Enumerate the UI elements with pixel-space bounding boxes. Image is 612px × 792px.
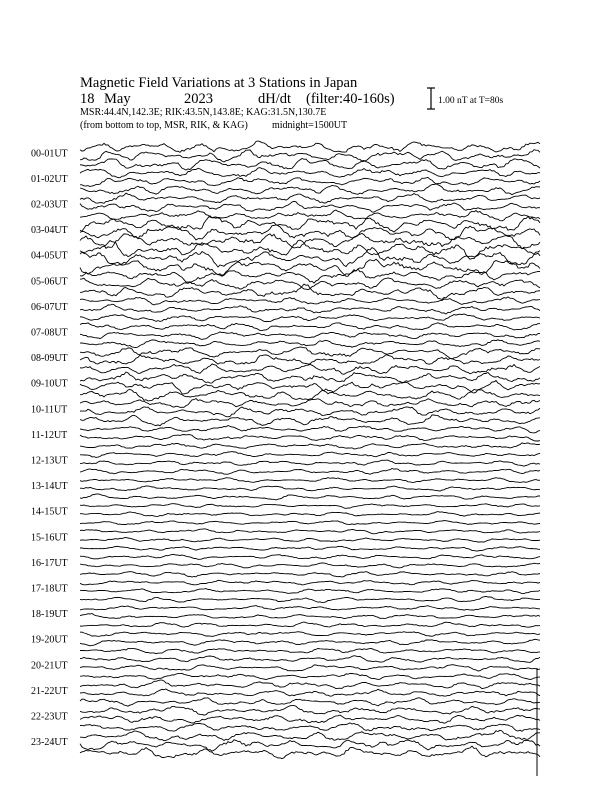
trace-14-15UT-RIK <box>80 512 540 517</box>
trace-14-15UT-KAG <box>80 504 540 509</box>
quantity-label: dH/dt <box>258 91 292 107</box>
trace-13-14UT-RIK <box>80 486 540 491</box>
hour-label-19-20UT: 19-20UT <box>31 634 68 646</box>
midnight-note: midnight=1500UT <box>272 120 348 131</box>
hour-label-17-18UT: 17-18UT <box>31 583 68 595</box>
trace-06-07UT-KAG <box>80 297 540 305</box>
hour-label-12-13UT: 12-13UT <box>31 455 68 467</box>
hour-label-21-22UT: 21-22UT <box>31 685 68 697</box>
trace-09-10UT-MSR <box>80 389 540 401</box>
trace-10-11UT-MSR <box>80 415 540 426</box>
trace-03-04UT-RIK <box>80 225 540 240</box>
trace-15-16UT-MSR <box>80 546 540 551</box>
trace-21-22UT-MSR <box>80 698 540 706</box>
trace-23-24UT-KAG <box>80 730 540 741</box>
trace-13-14UT-MSR <box>80 494 540 500</box>
trace-17-18UT-MSR <box>80 596 540 602</box>
trace-07-08UT-MSR <box>80 340 540 348</box>
hour-label-11-12UT: 11-12UT <box>31 429 68 441</box>
trace-16-17UT-RIK <box>80 563 540 568</box>
trace-00-01UT-MSR <box>80 159 540 171</box>
trace-07-08UT-RIK <box>80 332 540 340</box>
hour-label-14-15UT: 14-15UT <box>31 506 68 518</box>
hour-label-10-11UT: 10-11UT <box>31 404 68 416</box>
hour-label-23-24UT: 23-24UT <box>31 737 68 749</box>
trace-00-01UT-RIK <box>80 150 540 162</box>
hour-label-09-10UT: 09-10UT <box>31 378 68 390</box>
trace-15-16UT-KAG <box>80 529 540 534</box>
scale-bar <box>427 88 435 109</box>
hour-label-22-23UT: 22-23UT <box>31 711 68 723</box>
trace-12-13UT-KAG <box>80 452 540 458</box>
hour-label-02-03UT: 02-03UT <box>31 199 68 211</box>
trace-02-03UT-RIK <box>80 201 540 212</box>
hour-label-07-08UT: 07-08UT <box>31 327 68 339</box>
hour-labels <box>31 148 68 748</box>
hour-label-16-17UT: 16-17UT <box>31 557 68 569</box>
hour-label-01-02UT: 01-02UT <box>31 173 68 185</box>
trace-18-19UT-KAG <box>80 606 540 611</box>
hour-label-06-07UT: 06-07UT <box>31 301 68 313</box>
hour-label-20-21UT: 20-21UT <box>31 660 68 672</box>
trace-09-10UT-RIK <box>80 381 540 394</box>
trace-11-12UT-MSR <box>80 443 540 449</box>
trace-18-19UT-RIK <box>80 614 540 619</box>
trace-12-13UT-RIK <box>80 460 540 466</box>
trace-01-02UT-MSR <box>80 184 540 195</box>
trace-10-11UT-RIK <box>80 407 540 417</box>
trace-22-23UT-KAG <box>80 705 540 715</box>
trace-11-12UT-KAG <box>80 426 540 433</box>
trace-17-18UT-KAG <box>80 580 540 585</box>
trace-15-16UT-RIK <box>80 538 540 543</box>
trace-07-08UT-KAG <box>80 323 540 331</box>
trace-23-24UT-MSR <box>80 746 540 759</box>
trace-20-21UT-MSR <box>80 673 540 679</box>
trace-19-20UT-KAG <box>80 632 540 637</box>
scale-bar-label: 1.00 nT at T=80s <box>438 96 504 106</box>
trace-order-note: (from bottom to top, MSR, RIK, & KAG) <box>80 120 248 131</box>
trace-13-14UT-KAG <box>80 478 540 483</box>
trace-00-01UT-KAG <box>80 141 540 152</box>
filter-label: (filter:40-160s) <box>306 91 395 107</box>
trace-08-09UT-MSR <box>80 364 540 374</box>
trace-01-02UT-RIK <box>80 177 540 186</box>
trace-16-17UT-KAG <box>80 555 540 560</box>
trace-06-07UT-RIK <box>80 304 540 314</box>
hour-label-03-04UT: 03-04UT <box>31 225 68 237</box>
station-coordinates: MSR:44.4N,142.3E; RIK:43.5N,143.8E; KAG:31.5N,130.7E <box>80 107 327 118</box>
trace-08-09UT-RIK <box>80 355 540 364</box>
trace-22-23UT-MSR <box>80 723 540 731</box>
trace-17-18UT-RIK <box>80 589 540 594</box>
date-month: May <box>104 91 131 107</box>
trace-06-07UT-MSR <box>80 314 540 322</box>
trace-area <box>80 141 540 759</box>
chart-title: Magnetic Field Variations at 3 Stations in Japan <box>80 75 358 91</box>
trace-18-19UT-MSR <box>80 622 540 627</box>
hour-label-04-05UT: 04-05UT <box>31 250 68 262</box>
trace-10-11UT-KAG <box>80 399 540 408</box>
trace-16-17UT-MSR <box>80 572 540 577</box>
hour-label-13-14UT: 13-14UT <box>31 481 68 493</box>
trace-01-02UT-KAG <box>80 168 540 178</box>
trace-14-15UT-MSR <box>80 521 540 525</box>
trace-22-23UT-RIK <box>80 715 540 723</box>
trace-03-04UT-MSR <box>80 233 540 248</box>
trace-12-13UT-MSR <box>80 469 540 475</box>
trace-21-22UT-KAG <box>80 680 540 689</box>
trace-19-20UT-MSR <box>80 649 540 654</box>
hour-label-18-19UT: 18-19UT <box>31 609 68 621</box>
trace-11-12UT-RIK <box>80 435 540 442</box>
trace-02-03UT-KAG <box>80 193 540 203</box>
trace-20-21UT-KAG <box>80 656 540 663</box>
trace-21-22UT-RIK <box>80 689 540 696</box>
hour-label-05-06UT: 05-06UT <box>31 276 68 288</box>
date-day: 18 <box>80 91 95 107</box>
hour-label-00-01UT: 00-01UT <box>31 148 68 160</box>
hour-label-08-09UT: 08-09UT <box>31 353 68 365</box>
hour-label-15-16UT: 15-16UT <box>31 532 68 544</box>
date-year: 2023 <box>184 91 213 107</box>
trace-05-06UT-KAG <box>80 269 540 283</box>
trace-20-21UT-RIK <box>80 665 540 671</box>
trace-05-06UT-MSR <box>80 284 540 299</box>
trace-19-20UT-RIK <box>80 639 540 646</box>
